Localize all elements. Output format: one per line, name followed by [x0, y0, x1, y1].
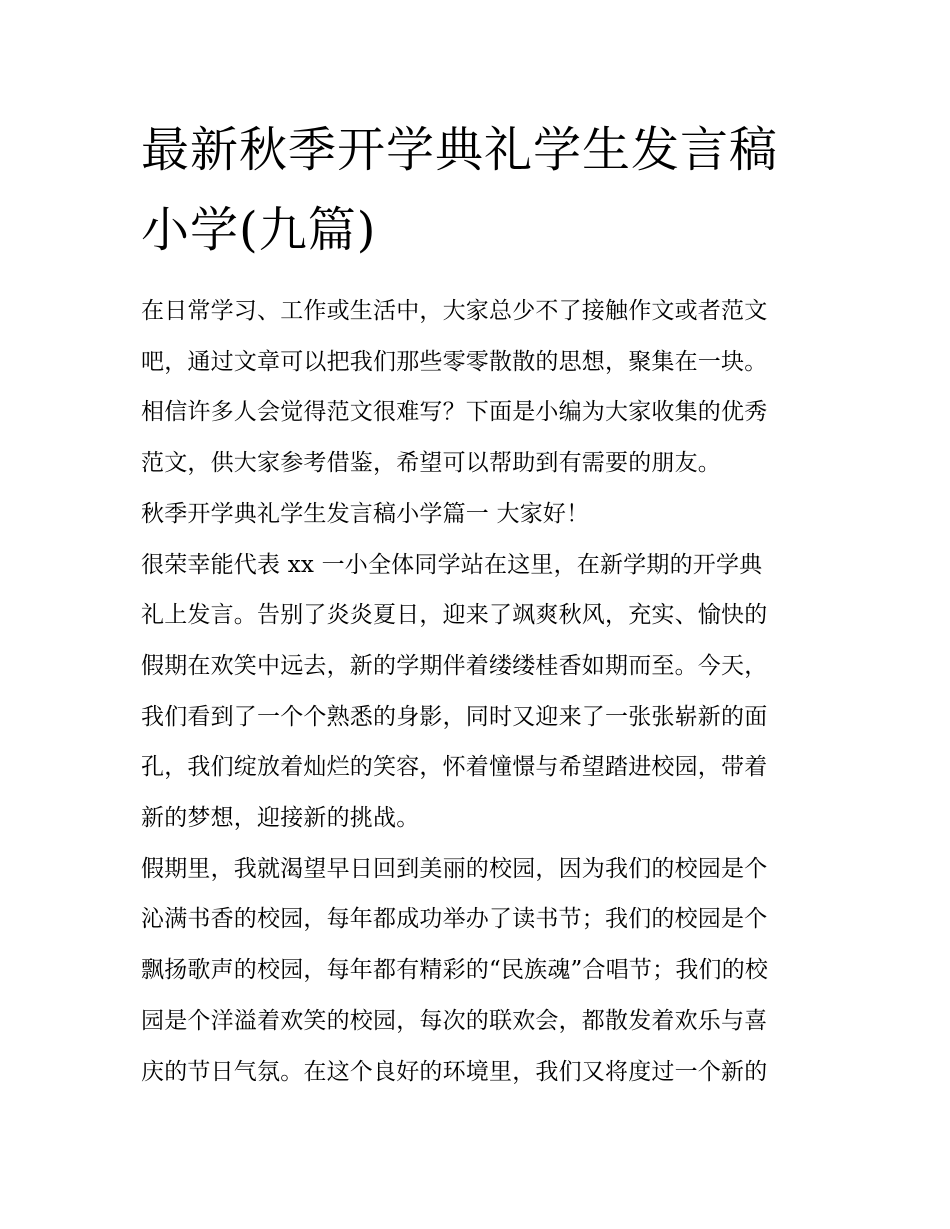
- text-line: 新的梦想，迎接新的挑战。: [141, 805, 420, 832]
- text-line: 园是个洋溢着欢笑的校园，每次的联欢会，都散发着欢乐与喜: [141, 1007, 768, 1034]
- text-line: 飘扬歌声的校园，每年都有精彩的“民族魂”合唱节；我们的校: [141, 957, 769, 984]
- document-title: [141, 110, 821, 270]
- document-page: [141, 110, 821, 1097]
- text-line: 庆的节日气氛。在这个良好的环境里，我们又将度过一个新的: [141, 1058, 768, 1085]
- text-line: 礼上发言。告别了炎炎夏日，迎来了飒爽秋风，充实、愉快的: [141, 602, 768, 629]
- text-line: 假期里，我就渴望早日回到美丽的校园，因为我们的校园是个: [141, 855, 768, 882]
- document-body: [141, 286, 821, 1097]
- text-line: 在日常学习、工作或生活中，大家总少不了接触作文或者范文: [141, 298, 768, 324]
- title-line-2: 小学(九篇): [141, 202, 377, 258]
- text-line: 孔，我们绽放着灿烂的笑容，怀着憧憬与希望踏进校园，带着: [141, 754, 768, 781]
- text-line: 沁满书香的校园，每年都成功举办了读书节；我们的校园是个: [141, 906, 768, 933]
- text-line: 范文，供大家参考借鉴，希望可以帮助到有需要的朋友。: [141, 450, 721, 477]
- title-line-1: 最新秋季开学典礼学生发言稿: [141, 122, 779, 178]
- section-heading-line: 秋季开学典礼学生发言稿小学篇一 大家好！: [141, 500, 590, 527]
- text-line: 吧，通过文章可以把我们那些零零散散的思想，聚集在一块。: [141, 348, 768, 375]
- text-line: 假期在欢笑中远去，新的学期伴着缕缕桂香如期而至。今天，: [141, 652, 768, 679]
- text-line: 很荣幸能代表 xx 一小全体同学站在这里，在新学期的开学典: [141, 551, 763, 578]
- text-line: 我们看到了一个个熟悉的身影，同时又迎来了一张张崭新的面: [141, 703, 768, 730]
- text-line: 相信许多人会觉得范文很难写？下面是小编为大家收集的优秀: [141, 399, 768, 426]
